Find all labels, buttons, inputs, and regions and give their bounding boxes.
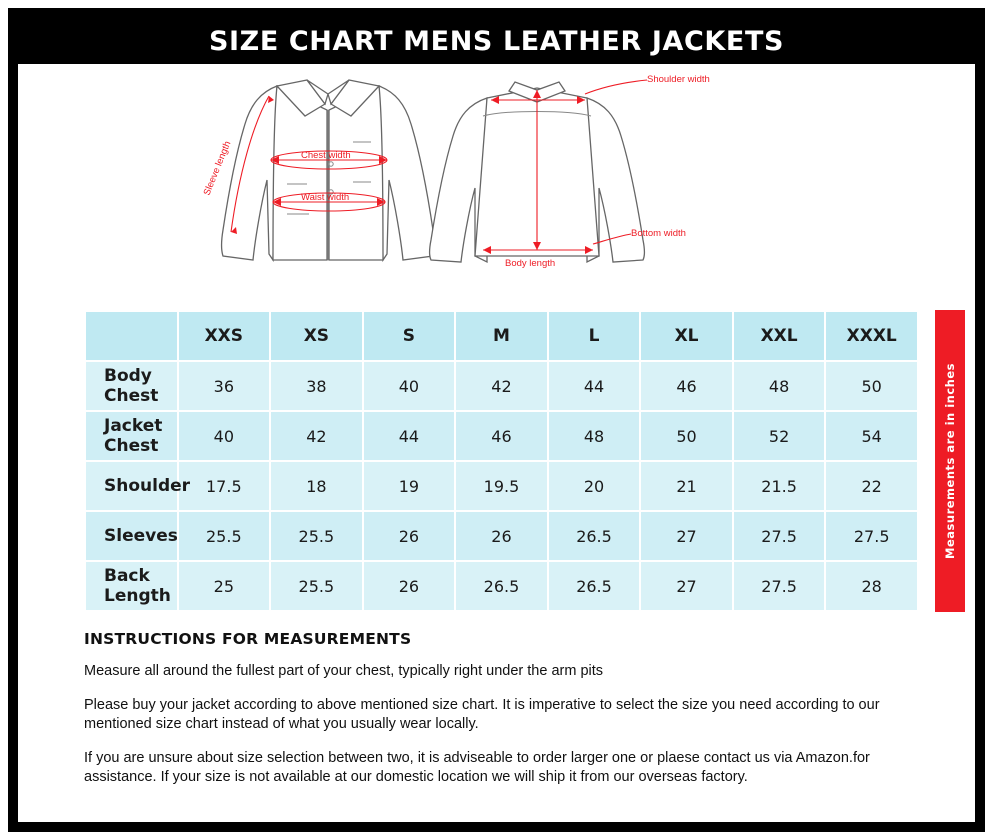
cell-body-chest-s: 40 <box>364 362 455 410</box>
column-header-s: S <box>364 312 455 360</box>
label-body-length: Body length <box>504 258 555 269</box>
size-table-wrapper <box>18 310 975 612</box>
cell-jacket-chest-xl: 50 <box>641 412 732 460</box>
table-row <box>86 462 917 510</box>
cell-sleeves-m: 26 <box>456 512 547 560</box>
jacket-illustration <box>18 64 975 304</box>
table-row <box>86 362 917 410</box>
cell-body-chest-xxl: 48 <box>734 362 825 410</box>
table-row <box>86 562 917 610</box>
cell-back-length-l: 26.5 <box>549 562 640 610</box>
size-table-head <box>86 312 917 360</box>
cell-jacket-chest-m: 46 <box>456 412 547 460</box>
label-bottom-width: Bottom width <box>630 228 686 239</box>
instructions-paragraph-1: Measure all around the fullest part of your chest, typically right under the arm pits <box>84 663 604 679</box>
size-table-body <box>86 362 917 610</box>
cell-jacket-chest-xs: 42 <box>271 412 362 460</box>
cell-sleeves-xxl: 27.5 <box>734 512 825 560</box>
cell-jacket-chest-xxs: 40 <box>179 412 270 460</box>
cell-back-length-xs: 25.5 <box>271 562 362 610</box>
cell-sleeves-s: 26 <box>364 512 455 560</box>
cell-body-chest-m: 42 <box>456 362 547 410</box>
cell-back-length-xxxl: 28 <box>826 562 917 610</box>
instructions-section <box>18 612 975 788</box>
column-header-xs: XS <box>271 312 362 360</box>
row-label-jacket-chest: Jacket Chest <box>86 412 177 460</box>
row-label-shoulder: Shoulder <box>86 462 177 510</box>
label-sleeve-length: Sleeve length <box>201 139 233 198</box>
cell-shoulder-xxs: 17.5 <box>179 462 270 510</box>
title-bar <box>18 18 975 64</box>
cell-back-length-xxs: 25 <box>179 562 270 610</box>
cell-back-length-xxl: 27.5 <box>734 562 825 610</box>
row-label-sleeves: Sleeves <box>86 512 177 560</box>
outer-frame <box>8 8 985 832</box>
label-chest-width: Chest width <box>300 150 351 161</box>
cell-jacket-chest-l: 48 <box>549 412 640 460</box>
table-row <box>86 512 917 560</box>
column-header-l: L <box>549 312 640 360</box>
column-header-m: M <box>456 312 547 360</box>
cell-shoulder-m: 19.5 <box>456 462 547 510</box>
table-corner-cell <box>86 312 177 360</box>
cell-jacket-chest-s: 44 <box>364 412 455 460</box>
cell-back-length-s: 26 <box>364 562 455 610</box>
cell-back-length-xl: 27 <box>641 562 732 610</box>
label-shoulder-width: Shoulder width <box>646 74 710 85</box>
size-table-header-row <box>86 312 917 360</box>
cell-body-chest-xs: 38 <box>271 362 362 410</box>
size-table <box>84 310 919 612</box>
column-header-xxxl: XXXL <box>826 312 917 360</box>
cell-sleeves-xxxl: 27.5 <box>826 512 917 560</box>
page-title: SIZE CHART MENS LEATHER JACKETS <box>208 25 785 57</box>
content-area <box>18 18 975 822</box>
cell-shoulder-s: 19 <box>364 462 455 510</box>
instructions-paragraph-2: Please buy your jacket according to above mentioned size chart. It is imperative to select the size you need according to our mentioned size chart instead of what you usually wear locally. <box>84 696 880 733</box>
cell-sleeves-xs: 25.5 <box>271 512 362 560</box>
cell-sleeves-xxs: 25.5 <box>179 512 270 560</box>
cell-jacket-chest-xxxl: 54 <box>826 412 917 460</box>
measurements-unit-banner <box>935 310 965 612</box>
cell-sleeves-l: 26.5 <box>549 512 640 560</box>
cell-shoulder-xs: 18 <box>271 462 362 510</box>
cell-body-chest-l: 44 <box>549 362 640 410</box>
cell-back-length-m: 26.5 <box>456 562 547 610</box>
jacket-diagram-svg <box>157 64 837 304</box>
cell-shoulder-xxl: 21.5 <box>734 462 825 510</box>
column-header-xxs: XXS <box>179 312 270 360</box>
column-header-xl: XL <box>641 312 732 360</box>
cell-jacket-chest-xxl: 52 <box>734 412 825 460</box>
row-label-back-length: Back Length <box>86 562 177 610</box>
cell-body-chest-xxs: 36 <box>179 362 270 410</box>
column-header-xxl: XXL <box>734 312 825 360</box>
cell-shoulder-xl: 21 <box>641 462 732 510</box>
label-waist-width: Waist width <box>300 192 349 203</box>
cell-shoulder-l: 20 <box>549 462 640 510</box>
table-row <box>86 412 917 460</box>
cell-body-chest-xl: 46 <box>641 362 732 410</box>
cell-shoulder-xxxl: 22 <box>826 462 917 510</box>
instructions-paragraph-3: If you are unsure about size selection between two, it is adviseable to order larger one or plaese contact us via Amazon.for assistance. If your size is not available at our domestic location we will ship it from our overseas factory. <box>84 749 870 786</box>
cell-sleeves-xl: 27 <box>641 512 732 560</box>
row-label-body-chest: Body Chest <box>86 362 177 410</box>
instructions-heading: INSTRUCTIONS FOR MEASUREMENTS <box>84 630 412 648</box>
measurements-unit-text: Measurements are in inches <box>943 363 957 559</box>
cell-body-chest-xxxl: 50 <box>826 362 917 410</box>
